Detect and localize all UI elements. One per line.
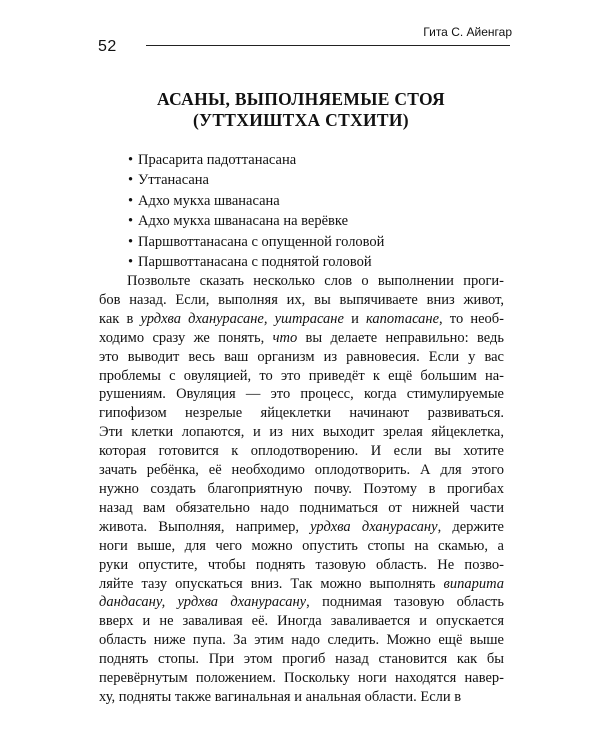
text-line: это выводит весь ваш организм из равновесия. Если у вас <box>99 348 504 365</box>
text-line: вверх и не заваливая её. Иногда заваливается и опускается <box>99 613 504 630</box>
body-paragraph <box>99 272 504 707</box>
text-line: Эти клетки лопаются, и из них выходит зрелая яйцеклетка, <box>99 424 504 441</box>
text-line: как в урдхва дханурасане, уштрасане и капотасане, то необ- <box>99 310 504 327</box>
text-line: ноги выше, для чего можно опустить стопы на скамью, а <box>99 537 504 554</box>
bullet-icon: • <box>128 192 134 209</box>
text-line: живота. Выполняя, например, урдхва дханурасану, держите <box>99 518 504 535</box>
text-line: дандасану, урдхва дханурасану, поднимая тазовую область <box>99 594 504 611</box>
header-rule <box>146 45 510 46</box>
text-line: назад вам обязательно надо подниматься от нижней части <box>99 499 504 516</box>
list-item: • Адхо мукха шванасана <box>128 191 384 211</box>
page-number: 52 <box>98 38 117 55</box>
list-item: • Адхо мукха шванасана на верёвке <box>128 211 384 231</box>
text-line: которая готовится к оплодотворению. И если вы хотите <box>99 443 504 460</box>
text-line: ляйте тазу опускаться вниз. Так можно выполнять випарита <box>99 575 504 592</box>
text-line: ху, подняты также вагинальная и анальная области. Если в <box>99 688 462 705</box>
text-line: руки опустите, чтобы поднять тазовую область. Не позво- <box>99 556 504 573</box>
text-line: гипофизом незрелые яйцеклетки начинают развиваться. <box>99 405 504 422</box>
bullet-icon: • <box>128 213 134 230</box>
list-item: • Уттанасана <box>128 170 384 190</box>
bullet-icon: • <box>128 152 134 168</box>
running-header-author: Гита С. Айенгар <box>423 25 512 39</box>
asana-list <box>128 150 384 272</box>
text-line: перевёрнутым положением. Поскольку ноги находятся навер- <box>99 670 504 687</box>
text-line: ходимо сразу же понять, что вы делаете неправильно: ведь <box>99 329 504 346</box>
section-title-line2: (УТТХИШТХА СТХИТИ) <box>193 110 409 130</box>
text-line: Позвольте сказать несколько слов о выполнении проги- <box>127 273 504 289</box>
text-line: бов назад. Если, выполняя их, вы выпячиваете вниз живот, <box>99 291 504 308</box>
list-item: • Паршвоттанасана с опущенной головой <box>128 232 384 252</box>
text-line: проблемы с овуляцией, то это приведёт к ещё большим на- <box>99 367 504 384</box>
bullet-icon: • <box>128 233 134 250</box>
text-line: зачать ребёнка, её необходимо оплодотворить. А для этого <box>99 462 504 479</box>
bullet-icon: • <box>128 254 134 271</box>
text-line: рушениям. Овуляция — это процесс, когда стимулируемые <box>99 386 504 403</box>
text-line: область ниже пупа. За этим надо следить. Можно ещё выше <box>99 632 504 649</box>
bullet-icon: • <box>128 172 134 189</box>
list-item: • Прасарита падоттанасана <box>128 150 384 170</box>
list-item: • Паршвоттанасана с поднятой головой <box>128 252 384 272</box>
text-line: поднять стопы. При этом прогиб назад становится как бы <box>99 651 504 668</box>
section-title-line1: АСАНЫ, ВЫПОЛНЯЕМЫЕ СТОЯ <box>157 89 445 109</box>
text-line: нужно создать благоприятную почву. Поэтому в прогибах <box>99 480 504 497</box>
